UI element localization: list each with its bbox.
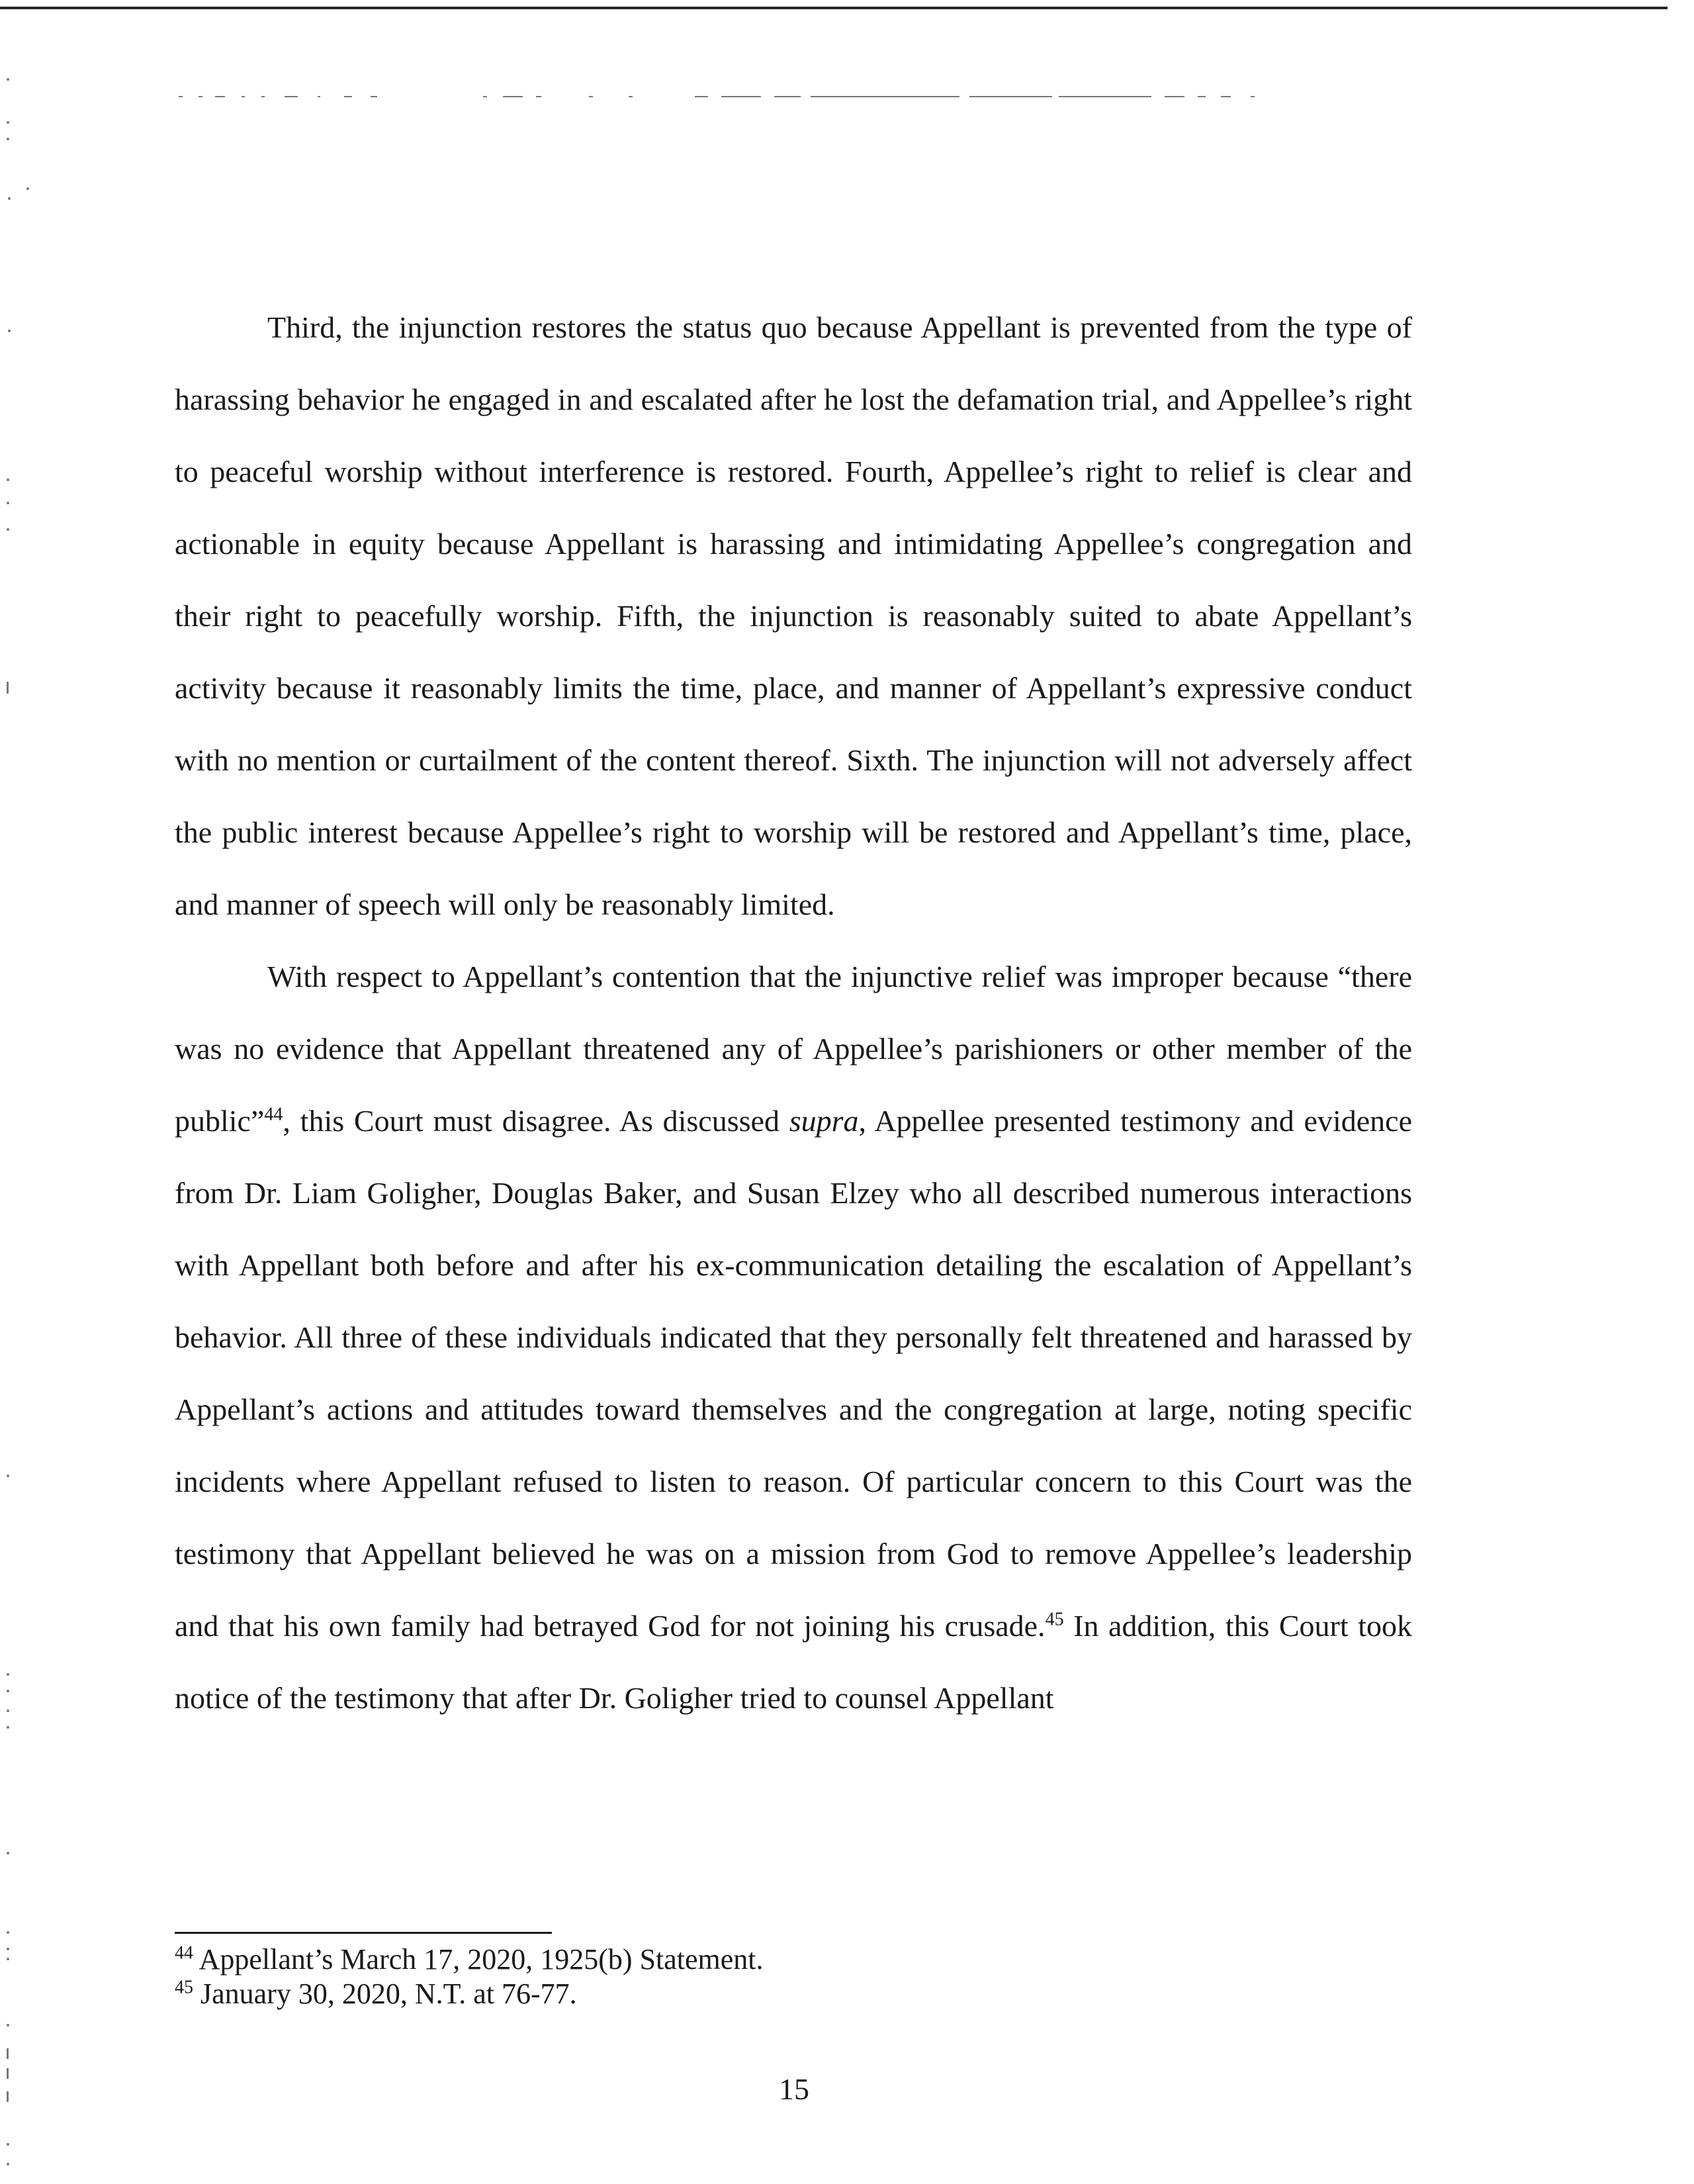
- paragraph: [175, 291, 1412, 940]
- page-number: 15: [779, 2072, 809, 2106]
- scan-artifact-line: [179, 93, 1264, 101]
- footnote-number: 45: [175, 1977, 193, 1998]
- top-scan-border: [0, 7, 1668, 9]
- text-run: With respect to Appellant’s contention that the injunctive relief was improper because “there was no evidence that Appellant threatened any of Appellee’s parishioners or other member of the public”: [175, 960, 1412, 1138]
- italic-term: supra: [789, 1104, 859, 1138]
- text-run: In addition, this Court took notice of the testimony that after Dr. Goligher tried to counsel Appellant: [175, 1609, 1412, 1715]
- body-text: [175, 291, 1412, 1734]
- footnote-ref-45: 45: [1045, 1609, 1064, 1630]
- footnote-text: January 30, 2020, N.T. at 76-77.: [193, 1978, 577, 2010]
- footnote-text: Appellant’s March 17, 2020, 1925(b) Statement.: [193, 1943, 764, 1976]
- footnote-number: 44: [175, 1942, 193, 1964]
- footnote: [175, 1977, 1412, 2011]
- text-run: , Appellee presented testimony and evidence from Dr. Liam Goligher, Douglas Baker, and Susan Elzey who all described numerous interactions with Appellant both before and after his ex-communication detailing the escalation of Appellant’s behavior. All three of these individuals indicated that they personally felt threatened and harassed by Appellant’s actions and attitudes toward themselves and the congregation at large, noting specific incidents where Appellant refused to listen to reason. Of particular concern to this Court was the testimony that Appellant believed he was on a mission from God to remove Appellee’s leadership and that his own family had betrayed God for not joining his crusade.: [175, 1104, 1412, 1643]
- footnote: [175, 1942, 1412, 1977]
- footnotes: [175, 1942, 1412, 2011]
- left-margin-scan-marks: [0, 0, 40, 2184]
- text-run: , this Court must disagree. As discussed: [283, 1104, 789, 1138]
- paragraph: [175, 940, 1412, 1734]
- text-run: Third, the injunction restores the status quo because Appellant is prevented from the type of harassing behavior he engaged in and escalated after he lost the defamation trial, and Appellee’s right to peaceful worship without interference is restored. Fourth, Appellee’s right to relief is clear and actionable in equity because Appellant is harassing and intimidating Appellee’s congregation and their right to peacefully worship. Fifth, the injunction is reasonably suited to abate Appellant’s activity because it reasonably limits the time, place, and manner of Appellant’s expressive conduct with no mention or curtailment of the content thereof. Sixth. The injunction will not adversely affect the public interest because Appellee’s right to worship will be restored and Appellant’s time, place, and manner of speech will only be reasonably limited.: [175, 310, 1412, 921]
- footnote-ref-44: 44: [264, 1104, 283, 1125]
- footnote-separator: [175, 1932, 552, 1934]
